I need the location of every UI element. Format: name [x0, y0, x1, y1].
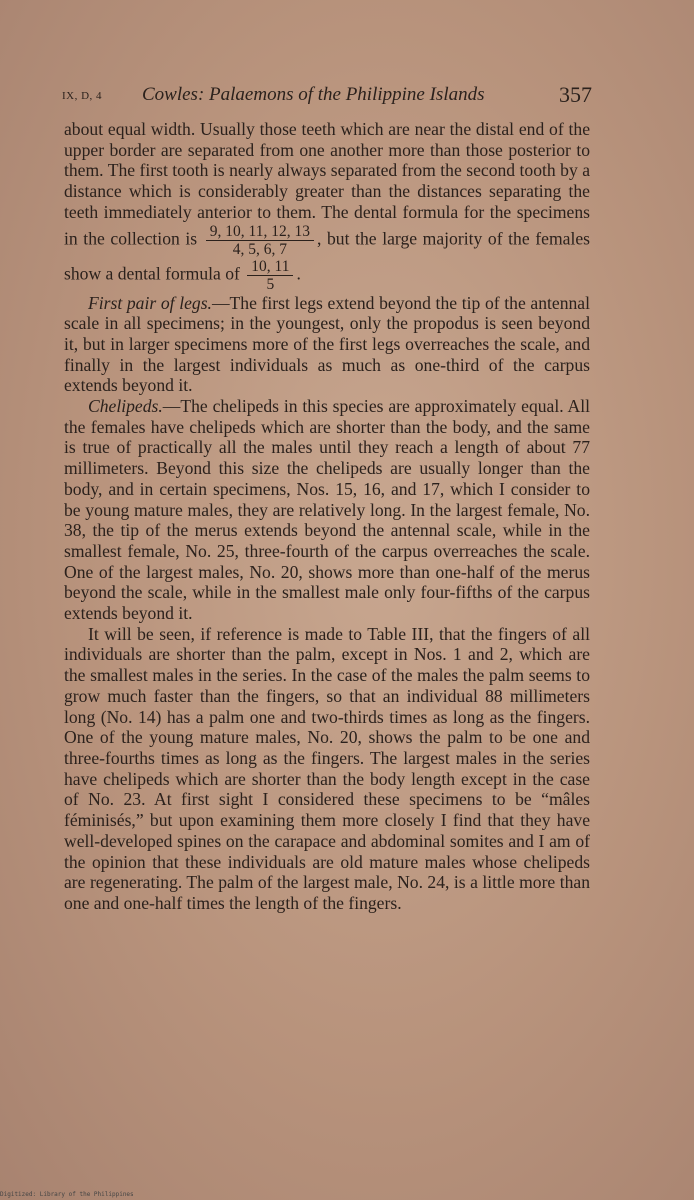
formula-numerator: 9, 10, 11, 12, 13 — [206, 223, 314, 241]
body-text — [64, 119, 590, 914]
volume-label: IX, D, 4 — [62, 90, 103, 102]
paragraph-table-iii — [64, 624, 590, 914]
paragraph-text: about equal width. Usually those teeth which are near the distal end of the upper border are separated from one another more than those posterior to them. The first tooth is nearly always separated from the second tooth by a distance which is considerably greater than the distances separating the teeth immediately anterior to them. The dental formula for the specimens in the collection is — [64, 119, 590, 249]
section-heading: Chelipeds. — [88, 396, 163, 417]
paragraph-chelipeds — [64, 396, 590, 624]
dental-formula-collection — [206, 223, 314, 258]
scan-footer: Digitized: Library of the Philippines — [0, 1191, 134, 1198]
paragraph-text: —The chelipeds in this species are approximately equal. All the females have chelipeds which are shorter than the body, and the same is true of practically all the males until they reach a length of about 77 millimeters. Beyond this size the chelipeds are usually longer than the body, and in certain specimens, Nos. 15, 16, and 17, which I consider to be young mature males, they are relatively long. In the largest female, No. 38, the tip of the merus extends beyond the antennal scale, while in the smallest female, No. 25, three-fourth of the carpus overreaches the scale. One of the largest males, No. 20, shows more than one-half of the merus beyond the scale, while in the smallest male only four-fifths of the carpus extends beyond it. — [64, 396, 590, 624]
dental-formula-females — [247, 258, 293, 293]
running-header — [62, 84, 592, 110]
formula-denominator: 4, 5, 6, 7 — [232, 240, 287, 258]
paragraph-text: —The first legs extend beyond the tip of the antennal scale in all specimens; in the youngest, only the propodus is seen beyond it, but in larger specimens more of the first legs overreaches the scale, and finally in the largest individuals as much as one-third of the carpus extends beyond it. — [64, 292, 590, 396]
formula-denominator: 5 — [266, 275, 275, 293]
page-number: 357 — [559, 82, 592, 107]
section-heading: First pair of legs. — [88, 292, 212, 313]
paragraph-text: , but the large majority of the females show a dental formula of — [64, 228, 590, 284]
paragraph-end: . — [296, 263, 301, 284]
formula-numerator: 10, 11 — [247, 258, 293, 276]
paragraph-text: It will be seen, if reference is made to Table III, that the fingers of all individuals are shorter than the palm, except in Nos. 1 and 2, which are the smallest males in the series. In the case of the males the palm seems to grow much faster than the fingers, so that an individual 88 millimeters long (No. 14) has a palm one and two-thirds times as long as the fingers. One of the young mature males, No. 20, shows the palm to be one and three-fourths times as long as the fingers. The largest males in the series have chelipeds which are shorter than the body length except in the case of No. 23. At first sight I considered these specimens to be “mâles féminisés,” but upon examining them more closely I find that they have well-developed spines on the carapace and abdominal somites and I am of the opinion that these individuals are old mature males whose chelipeds are regenerating. The palm of the largest male, No. 24, is a little more than one and one-half times the length of the fingers. — [64, 623, 590, 913]
paragraph-first-legs — [64, 293, 590, 397]
paragraph-dental — [64, 119, 590, 293]
running-title: Cowles: Palaemons of the Philippine Islands — [142, 84, 485, 105]
